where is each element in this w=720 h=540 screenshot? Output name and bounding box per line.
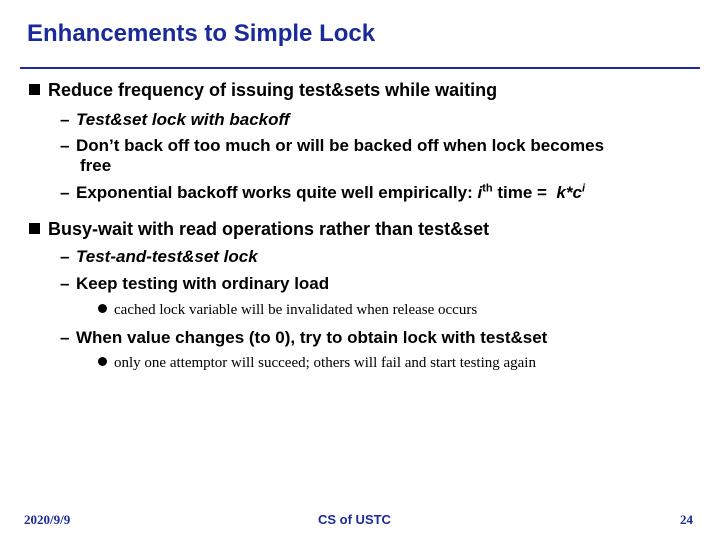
bullet-1: [29, 80, 497, 101]
bullet-1-text: Reduce frequency of issuing test&sets while waiting: [48, 80, 498, 100]
sub-item-2-3-1: [98, 355, 536, 372]
dash-bullet-icon: –: [60, 247, 70, 266]
sub-bullet-1-1-text: Test&set lock with backoff: [76, 110, 290, 129]
sub-bullet-1-2: [60, 136, 604, 156]
formula-kc: k*c: [556, 183, 582, 202]
formula-th: th: [482, 182, 493, 195]
formula-i: i: [477, 183, 483, 202]
square-bullet-icon: [29, 84, 40, 95]
dot-bullet-icon: [98, 304, 107, 313]
sub-bullet-1-1: [60, 110, 290, 130]
sub-bullet-2-1: [60, 247, 258, 267]
sub-item-2-2-1-text: cached lock variable will be invalidated when release occurs: [114, 302, 478, 318]
dash-bullet-icon: –: [60, 328, 70, 347]
footer-date: 2020/9/9: [24, 512, 71, 527]
dash-bullet-icon: –: [60, 274, 70, 293]
formula-exp: i: [581, 182, 585, 195]
sub-item-2-3-1-text: only one attemptor will succeed; others will fail and start testing again: [114, 355, 536, 371]
sub-item-2-2-1: [98, 302, 477, 319]
footer-center: CS of USTC: [318, 512, 391, 527]
sub-bullet-2-1-text: Test-and-test&set lock: [76, 247, 258, 266]
sub-bullet-1-2-continued: free: [80, 156, 112, 175]
dash-bullet-icon: –: [60, 110, 70, 129]
sub-bullet-1-3: [60, 183, 585, 203]
sub-bullet-2-2: [60, 274, 329, 294]
square-bullet-icon: [29, 223, 40, 234]
sub-bullet-2-3-text: When value changes (to 0), try to obtain lock with test&set: [76, 328, 548, 347]
sub-bullet-1-2-text: Don’t back off too much or will be backed off when lock becomes: [76, 136, 605, 155]
bullet-2: [29, 219, 489, 240]
formula-mid: time =: [492, 183, 557, 202]
sub-bullet-1-3-text: Exponential backoff works quite well empirically:: [76, 183, 478, 202]
dash-bullet-icon: –: [60, 136, 70, 155]
slide-title: Enhancements to Simple Lock: [27, 20, 376, 47]
dash-bullet-icon: –: [60, 183, 70, 202]
bullet-2-text: Busy-wait with read operations rather than test&set: [48, 219, 490, 239]
sub-bullet-2-2-text: Keep testing with ordinary load: [76, 274, 330, 293]
dot-bullet-icon: [98, 357, 107, 366]
page-number: 24: [680, 512, 693, 527]
title-divider: [20, 67, 700, 69]
sub-bullet-2-3: [60, 328, 547, 348]
